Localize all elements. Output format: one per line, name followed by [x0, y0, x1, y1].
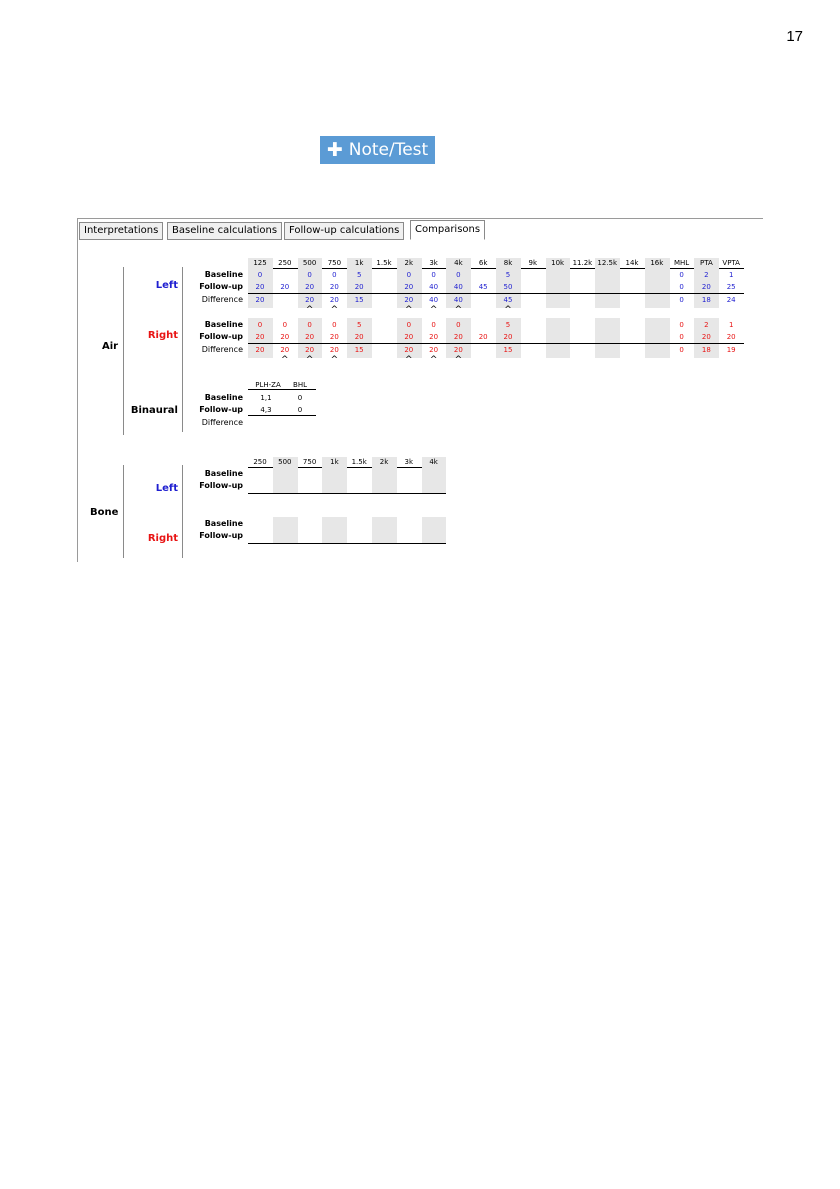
- right-ear-label: Right: [147, 330, 178, 341]
- left-difference-cell: 0: [679, 296, 684, 304]
- left-caret-marker: ^: [305, 305, 314, 315]
- bone-left-column-shade: [322, 467, 347, 494]
- right-difference-cell: 19: [726, 346, 736, 354]
- right-baseline-cell: 0: [282, 321, 288, 329]
- right-followup-cell: 20: [255, 333, 265, 341]
- air-freq-header: 500: [302, 259, 317, 267]
- left-difference-cell: 20: [305, 296, 315, 304]
- bone-left-rule: [248, 493, 446, 494]
- air-freq-header: 12.5k: [597, 259, 617, 267]
- bone-freq-header: 750: [302, 458, 317, 466]
- right-difference-cell: 15: [503, 346, 513, 354]
- right-baseline-cell: 2: [704, 321, 709, 329]
- left-followup-cell: 45: [478, 283, 488, 291]
- left-row-label: Difference: [201, 295, 243, 304]
- left-difference-cell: 40: [429, 296, 439, 304]
- bone-right-column-shade: [372, 517, 397, 544]
- left-followup-cell: 0: [679, 283, 684, 291]
- bone-freq-header: 1k: [330, 458, 339, 466]
- right-followup-cell: 20: [726, 333, 736, 341]
- left-caret-marker: ^: [330, 305, 339, 315]
- binaural-row-label: Baseline: [204, 393, 243, 402]
- right-difference-cell: 20: [305, 346, 315, 354]
- right-caret-marker: ^: [305, 355, 314, 365]
- right-followup-cell: 20: [429, 333, 439, 341]
- page-number: 17: [786, 28, 803, 45]
- bone-left-row-label: Baseline: [204, 469, 243, 478]
- left-caret-marker: ^: [454, 305, 463, 315]
- right-column-shade: [645, 318, 670, 358]
- left-baseline-cell: 2: [704, 271, 709, 279]
- right-caret-marker: ^: [405, 355, 413, 365]
- right-followup-cell: 20: [354, 333, 364, 341]
- left-followup-cell: 20: [329, 283, 339, 291]
- right-baseline-cell: 0: [332, 321, 337, 329]
- left-baseline-cell: 0: [431, 271, 436, 279]
- left-baseline-cell: 0: [332, 271, 337, 279]
- left-followup-cell: 20: [354, 283, 364, 291]
- binaural-header-rule: [248, 389, 316, 390]
- left-difference-cell: 15: [354, 296, 364, 304]
- right-followup-cell: 20: [701, 333, 711, 341]
- left-baseline-cell: 0: [456, 271, 461, 279]
- bone-section-divider: [123, 465, 124, 558]
- binaural-row-label: Follow-up: [199, 405, 243, 414]
- left-followup-cell: 20: [404, 283, 414, 291]
- tab-baseline-calculations[interactable]: Baseline calculations: [167, 222, 282, 240]
- left-baseline-cell: 0: [307, 271, 312, 279]
- bone-right-column-shade: [422, 517, 447, 544]
- left-ear-label: Left: [155, 280, 178, 291]
- right-difference-cell: 20: [280, 346, 290, 354]
- right-followup-cell: 20: [305, 333, 315, 341]
- bone-right-rule: [248, 543, 446, 544]
- air-freq-header: 125: [253, 259, 267, 267]
- air-freq-header: 9k: [528, 259, 538, 267]
- bone-ear-divider: [182, 465, 183, 558]
- bone-freq-header: 3k: [404, 458, 414, 466]
- right-difference-cell: 0: [679, 346, 684, 354]
- left-followup-cell: 40: [429, 283, 439, 291]
- binaural-header: PLH-ZA: [255, 381, 281, 389]
- air-freq-header: 1.5k: [376, 259, 392, 267]
- air-freq-header: 4k: [454, 259, 463, 267]
- left-followup-cell: 25: [726, 283, 736, 291]
- tab-follow-up-calculations[interactable]: Follow-up calculations: [284, 222, 404, 240]
- left-followup-cell: 40: [453, 283, 463, 291]
- left-caret-marker: ^: [504, 305, 512, 315]
- bone-right-column-shade: [273, 517, 298, 544]
- air-freq-header: 250: [278, 259, 292, 267]
- left-caret-marker: ^: [429, 305, 438, 315]
- left-row-label: Follow-up: [199, 282, 243, 291]
- bone-right-ear-label: Right: [147, 533, 178, 544]
- plus-icon: ✚: [326, 139, 343, 161]
- left-followup-cell: 20: [305, 283, 315, 291]
- right-row-label: Difference: [201, 345, 243, 354]
- right-caret-marker: ^: [281, 355, 289, 365]
- bone-right-row-label: Follow-up: [199, 531, 243, 540]
- air-freq-header: 750: [327, 259, 342, 267]
- left-difference-cell: 45: [503, 296, 513, 304]
- left-difference-cell: 20: [404, 296, 414, 304]
- right-followup-cell: 0: [679, 333, 684, 341]
- right-followup-cell: 20: [404, 333, 414, 341]
- right-row-label: Baseline: [204, 320, 243, 329]
- right-difference-cell: 15: [354, 346, 364, 354]
- left-followup-cell: 50: [503, 283, 513, 291]
- bone-freq-header: 1.5k: [351, 458, 367, 466]
- right-baseline-cell: 0: [307, 321, 312, 329]
- tab-comparisons[interactable]: Comparisons: [410, 220, 485, 240]
- right-followup-cell: 20: [503, 333, 513, 341]
- binaural-baseline-cell: 0: [297, 394, 303, 402]
- bone-freq-header: 4k: [429, 458, 438, 466]
- left-column-shade: [595, 268, 620, 308]
- right-followup-cell: 20: [329, 333, 339, 341]
- air-freq-header: 6k: [478, 259, 488, 267]
- left-column-shade: [645, 268, 670, 308]
- note-test-label: Note/Test: [348, 140, 429, 160]
- binaural-header: BHL: [293, 381, 307, 389]
- right-difference-rule: [248, 343, 744, 344]
- right-row-label: Follow-up: [199, 332, 243, 341]
- right-difference-cell: 20: [404, 346, 414, 354]
- left-column-shade: [546, 268, 571, 308]
- binaural-followup-cell: 4,3: [260, 406, 272, 414]
- bone-freq-header: 500: [278, 458, 292, 466]
- right-baseline-cell: 0: [679, 321, 684, 329]
- right-column-shade: [546, 318, 571, 358]
- right-baseline-cell: 0: [456, 321, 461, 329]
- air-freq-header: 8k: [503, 259, 513, 267]
- right-followup-cell: 20: [478, 333, 488, 341]
- left-baseline-cell: 1: [728, 271, 734, 279]
- air-freq-header: 14k: [625, 259, 639, 267]
- note-test-button[interactable]: [320, 136, 435, 164]
- bone-right-row-label: Baseline: [204, 519, 243, 528]
- binaural-followup-cell: 0: [297, 406, 303, 414]
- right-difference-cell: 20: [255, 346, 265, 354]
- left-difference-cell: 24: [726, 296, 736, 304]
- right-followup-cell: 20: [453, 333, 463, 341]
- left-difference-cell: 20: [255, 296, 265, 304]
- air-freq-header: 10k: [551, 259, 565, 267]
- right-baseline-cell: 5: [505, 321, 511, 329]
- air-freq-header: VPTA: [722, 259, 740, 267]
- right-difference-cell: 20: [329, 346, 339, 354]
- left-baseline-cell: 0: [406, 271, 412, 279]
- left-baseline-cell: 5: [356, 271, 362, 279]
- binaural-difference-rule: [248, 415, 316, 416]
- binaural-label: Binaural: [130, 405, 178, 416]
- air-freq-header: 1k: [354, 259, 364, 267]
- binaural-row-label: Difference: [201, 418, 243, 427]
- right-baseline-cell: 0: [431, 321, 436, 329]
- bone-left-ear-label: Left: [155, 483, 178, 494]
- air-freq-header: PTA: [700, 259, 713, 267]
- right-baseline-cell: 0: [257, 321, 263, 329]
- bone-freq-header: 250: [253, 458, 267, 466]
- bone-left-column-shade: [372, 467, 397, 494]
- air-freq-header: 16k: [650, 259, 664, 267]
- tab-interpretations[interactable]: Interpretations: [79, 222, 163, 240]
- right-caret-marker: ^: [330, 355, 339, 365]
- bone-freq-header: 2k: [379, 458, 389, 466]
- right-followup-cell: 20: [280, 333, 290, 341]
- air-freq-header: MHL: [673, 259, 690, 267]
- left-caret-marker: ^: [405, 305, 413, 315]
- left-baseline-cell: 0: [679, 271, 684, 279]
- screenshot-top-border: [77, 218, 763, 219]
- right-difference-cell: 18: [701, 346, 711, 354]
- left-difference-cell: 18: [701, 296, 711, 304]
- right-baseline-cell: 1: [728, 321, 734, 329]
- air-freq-header: 11.2k: [572, 259, 593, 267]
- right-baseline-cell: 0: [406, 321, 412, 329]
- right-caret-marker: ^: [454, 355, 463, 365]
- bone-left-column-shade: [422, 467, 447, 494]
- screenshot-left-border: [77, 218, 78, 562]
- air-freq-header: 3k: [429, 259, 438, 267]
- air-section-label: Air: [102, 341, 119, 352]
- bone-left-row-label: Follow-up: [199, 481, 243, 490]
- right-column-shade: [595, 318, 620, 358]
- right-caret-marker: ^: [429, 355, 438, 365]
- left-difference-rule: [248, 293, 744, 294]
- bone-left-column-shade: [273, 467, 298, 494]
- left-difference-cell: 20: [329, 296, 339, 304]
- bone-right-column-shade: [322, 517, 347, 544]
- right-difference-cell: 20: [429, 346, 439, 354]
- right-difference-cell: 20: [453, 346, 463, 354]
- binaural-baseline-cell: 1,1: [260, 394, 272, 402]
- air-freq-header: 2k: [404, 259, 414, 267]
- left-row-label: Baseline: [204, 270, 243, 279]
- left-followup-cell: 20: [280, 283, 290, 291]
- left-followup-cell: 20: [255, 283, 265, 291]
- left-baseline-cell: 5: [505, 271, 511, 279]
- left-difference-cell: 40: [453, 296, 463, 304]
- left-baseline-cell: 0: [257, 271, 263, 279]
- left-followup-cell: 20: [701, 283, 711, 291]
- bone-section-label: Bone: [90, 507, 119, 518]
- right-baseline-cell: 5: [356, 321, 362, 329]
